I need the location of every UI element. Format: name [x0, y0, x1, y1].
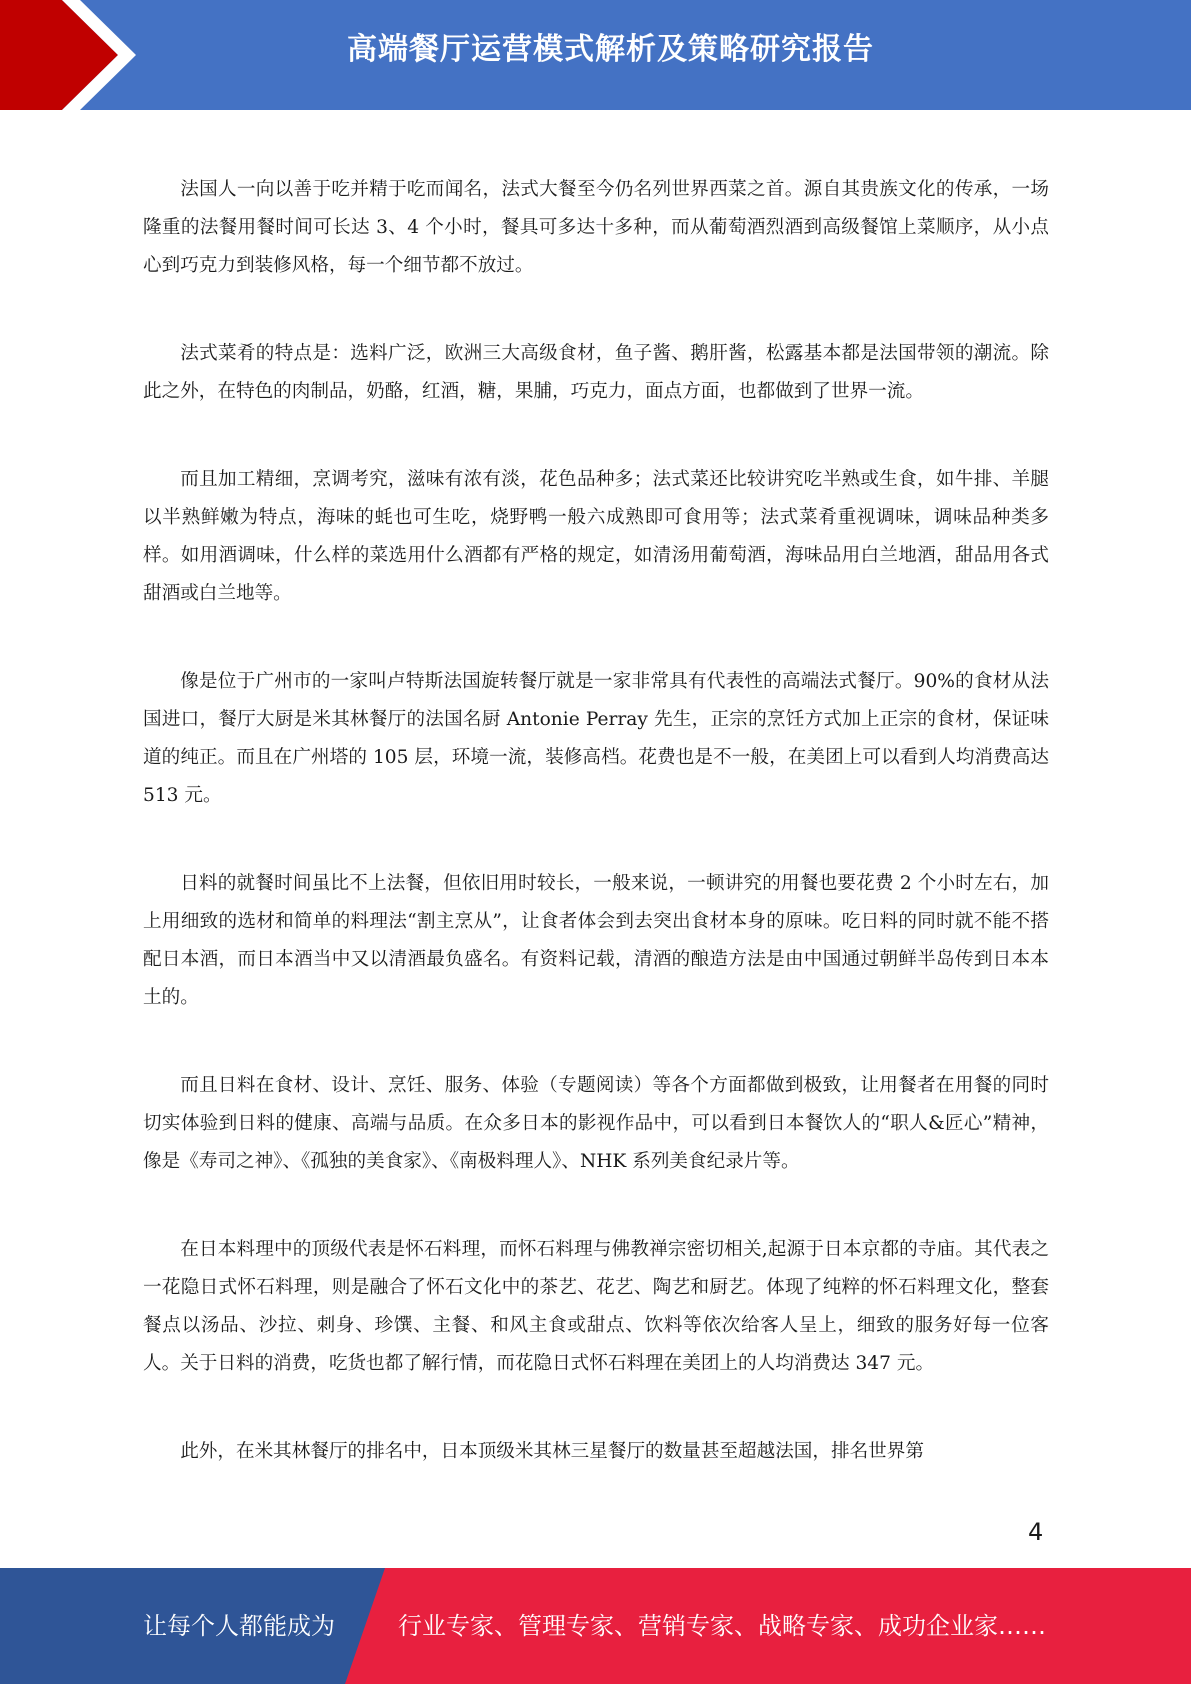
- page-header: [0, 0, 1191, 110]
- paragraph: 此外，在米其林餐厅的排名中，日本顶级米其林三星餐厅的数量甚至超越法国，排名世界第: [180, 1441, 924, 1462]
- report-title: 高端餐厅运营模式解析及策略研究报告: [347, 32, 874, 67]
- paragraph: 而且日料在食材、设计、烹饪、服务、体验（专题阅读）等各个方面都做到极致，让用餐者在用餐的同时切实体验到日料的健康、高端与品质。在众多日本的影视作品中，可以看到日本餐饮人的“职人&匠心”精神，像是《寿司之神》、《孤独的美食家》、《南极料理人》、NHK 系列美食纪录片等。: [143, 1075, 1049, 1172]
- footer-slogan-left: 让每个人都能成为: [143, 1612, 335, 1640]
- paragraph: 在日本料理中的顶级代表是怀石料理，而怀石料理与佛教禅宗密切相关,起源于日本京都的寺庙。其代表之一花隐日式怀石料理，则是融合了怀石文化中的茶艺、花艺、陶艺和厨艺。体现了纯粹的怀石料理文化，整套餐点以汤品、沙拉、刺身、珍馔、主餐、和风主食或甜点、饮料等依次给客人呈上，细致的服务好每一位客人。关于日料的消费，吃货也都了解行情，而花隐日式怀石料理在美团上的人均消费达 347 元。: [143, 1239, 1049, 1374]
- paragraph: 法式菜肴的特点是：选料广泛，欧洲三大高级食材，鱼子酱、鹅肝酱，松露基本都是法国带领的潮流。除此之外，在特色的肉制品，奶酪，红酒，糖，果脯，巧克力，面点方面，也都做到了世界一流。: [143, 343, 1049, 402]
- paragraph: 日料的就餐时间虽比不上法餐，但依旧用时较长，一般来说，一顿讲究的用餐也要花费 2 个小时左右，加上用细致的选材和简单的料理法“割主烹从”，让食者体会到去突出食材本身的原味。吃日料的同时就不能不搭配日本酒，而日本酒当中又以清酒最负盛名。有资料记载，清酒的酿造方法是由中国通过朝鲜半岛传到日本本土的。: [143, 873, 1049, 1008]
- paragraph: 像是位于广州市的一家叫卢特斯法国旋转餐厅就是一家非常具有代表性的高端法式餐厅。90%的食材从法国进口，餐厅大厨是米其林餐厅的法国名厨 Antonie Perray 先生，正宗的烹饪方式加上正宗的食材，保证味道的纯正。而且在广州塔的 105 层，环境一流，装修高档。花费也是不一般，在美团上可以看到人均消费高达 513 元。: [143, 671, 1049, 806]
- document-body: [143, 171, 1049, 1521]
- footer-slogan-right: 行业专家、管理专家、营销专家、战略专家、成功企业家……: [398, 1612, 1046, 1640]
- paragraph: 法国人一向以善于吃并精于吃而闻名，法式大餐至今仍名列世界西菜之首。源自其贵族文化的传承，一场隆重的法餐用餐时间可长达 3、4 个小时，餐具可多达十多种，而从葡萄酒烈酒到高级餐馆上菜顺序，从小点心到巧克力到装修风格，每一个细节都不放过。: [143, 179, 1049, 276]
- page-number: 4: [1028, 1518, 1044, 1546]
- paragraph: 而且加工精细，烹调考究，滋味有浓有淡，花色品种多；法式菜还比较讲究吃半熟或生食，如牛排、羊腿以半熟鲜嫩为特点，海味的蚝也可生吃，烧野鸭一般六成熟即可食用等；法式菜肴重视调味，调味品种类多样。如用酒调味，什么样的菜选用什么酒都有严格的规定，如清汤用葡萄酒，海味品用白兰地酒，甜品用各式甜酒或白兰地等。: [143, 469, 1049, 604]
- page-footer: [0, 1568, 1191, 1684]
